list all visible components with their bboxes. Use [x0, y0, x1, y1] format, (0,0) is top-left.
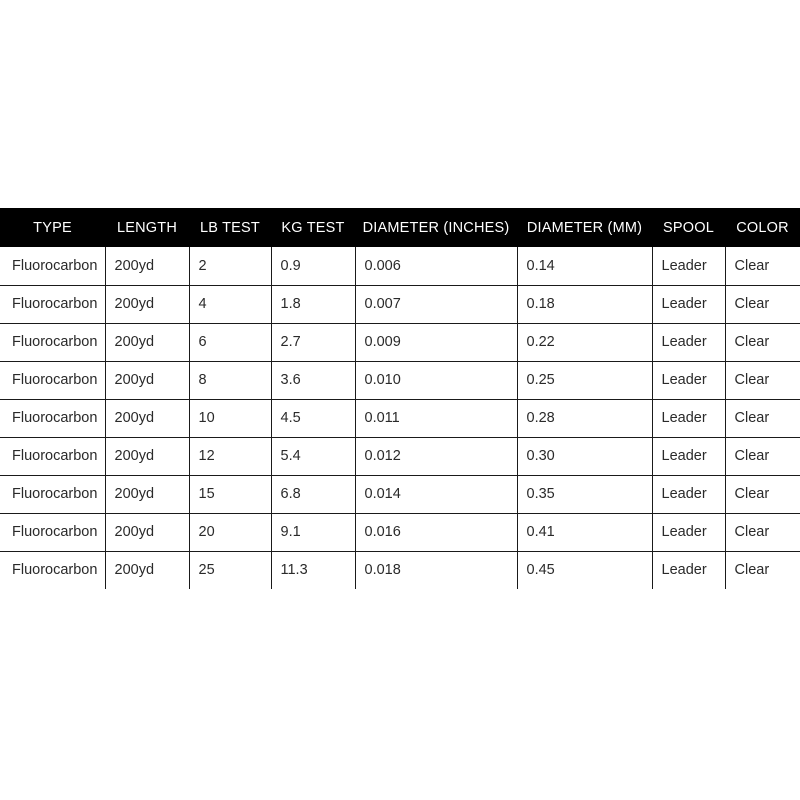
table-row — [0, 551, 800, 589]
table-row — [0, 399, 800, 437]
cell-spool: Leader — [652, 323, 725, 361]
cell-spool: Leader — [652, 247, 725, 285]
cell-length: 200yd — [105, 437, 189, 475]
cell-kg-test: 11.3 — [271, 551, 355, 589]
table-body — [0, 247, 800, 589]
cell-diameter-mm: 0.45 — [517, 551, 652, 589]
header-diameter-mm: DIAMETER (MM) — [526, 219, 643, 236]
cell-diameter-inches: 0.012 — [355, 437, 517, 475]
cell-diameter-inches: 0.009 — [355, 323, 517, 361]
header-color: COLOR — [736, 219, 789, 236]
cell-length: 200yd — [105, 323, 189, 361]
header-row — [0, 208, 800, 247]
cell-spool: Leader — [652, 475, 725, 513]
cell-lb-test: 12 — [189, 437, 271, 475]
cell-length: 200yd — [105, 513, 189, 551]
cell-type: Fluorocarbon — [0, 247, 105, 285]
cell-color: Clear — [725, 437, 800, 475]
header-kg-test: KG TEST — [281, 219, 345, 236]
cell-spool: Leader — [652, 551, 725, 589]
cell-lb-test: 4 — [189, 285, 271, 323]
cell-type: Fluorocarbon — [0, 437, 105, 475]
cell-color: Clear — [725, 247, 800, 285]
cell-kg-test: 5.4 — [271, 437, 355, 475]
cell-spool: Leader — [652, 361, 725, 399]
header-lb-test: LB TEST — [200, 219, 260, 236]
cell-diameter-mm: 0.41 — [517, 513, 652, 551]
table-row — [0, 475, 800, 513]
cell-lb-test: 6 — [189, 323, 271, 361]
cell-kg-test: 0.9 — [271, 247, 355, 285]
header-spool: SPOOL — [663, 219, 714, 236]
cell-diameter-inches: 0.006 — [355, 247, 517, 285]
cell-type: Fluorocarbon — [0, 361, 105, 399]
cell-lb-test: 10 — [189, 399, 271, 437]
cell-type: Fluorocarbon — [12, 562, 98, 579]
cell-kg-test: 1.8 — [271, 285, 355, 323]
cell-type: Fluorocarbon — [0, 399, 105, 437]
cell-lb-test: 2 — [189, 247, 271, 285]
cell-diameter-mm: 0.30 — [517, 437, 652, 475]
cell-color: Clear — [725, 475, 800, 513]
cell-diameter-mm: 0.35 — [517, 475, 652, 513]
cell-spool: Leader — [652, 285, 725, 323]
cell-color: Clear — [725, 551, 800, 589]
cell-length: 200yd — [105, 475, 189, 513]
cell-diameter-inches: 0.016 — [355, 513, 517, 551]
table-row — [0, 513, 800, 551]
cell-spool: Leader — [652, 437, 725, 475]
cell-type: Fluorocarbon — [0, 323, 105, 361]
cell-diameter-inches: 0.014 — [355, 475, 517, 513]
cell-lb-test: 8 — [189, 361, 271, 399]
cell-diameter-mm: 0.25 — [517, 361, 652, 399]
header-diameter-inches: DIAMETER (INCHES) — [362, 219, 510, 236]
table-row — [0, 361, 800, 399]
cell-type: Fluorocarbon — [0, 285, 105, 323]
cell-diameter-mm: 0.14 — [517, 247, 652, 285]
cell-kg-test: 2.7 — [271, 323, 355, 361]
cell-color: Clear — [725, 361, 800, 399]
cell-kg-test: 4.5 — [271, 399, 355, 437]
cell-lb-test: 15 — [189, 475, 271, 513]
cell-type: Fluorocarbon — [0, 513, 105, 551]
cell-diameter-inches: 0.007 — [355, 285, 517, 323]
cell-type: Fluorocarbon — [0, 475, 105, 513]
cell-spool: Leader — [652, 513, 725, 551]
cell-length: 200yd — [105, 399, 189, 437]
table-header — [0, 208, 800, 247]
cell-diameter-inches: 0.010 — [355, 361, 517, 399]
cell-lb-test: 20 — [189, 513, 271, 551]
header-length: LENGTH — [116, 219, 177, 236]
cell-length: 200yd — [105, 285, 189, 323]
cell-kg-test: 3.6 — [271, 361, 355, 399]
cell-diameter-inches: 0.011 — [355, 399, 517, 437]
cell-diameter-inches: 0.018 — [355, 551, 517, 589]
table-row — [0, 247, 800, 285]
cell-length: 200yd — [105, 551, 189, 589]
table-row — [0, 285, 800, 323]
cell-color: Clear — [725, 513, 800, 551]
cell-spool: Leader — [652, 399, 725, 437]
cell-kg-test: 6.8 — [271, 475, 355, 513]
header-type: TYPE — [33, 219, 72, 236]
cell-length: 200yd — [105, 361, 189, 399]
cell-lb-test: 25 — [189, 551, 271, 589]
cell-diameter-mm: 0.28 — [517, 399, 652, 437]
cell-color: Clear — [725, 399, 800, 437]
cell-color: Clear — [725, 323, 800, 361]
cell-diameter-mm: 0.22 — [517, 323, 652, 361]
cell-diameter-mm: 0.18 — [517, 285, 652, 323]
cell-color: Clear — [725, 285, 800, 323]
table-row — [0, 323, 800, 361]
cell-kg-test: 9.1 — [271, 513, 355, 551]
table-row — [0, 437, 800, 475]
cell-length: 200yd — [105, 247, 189, 285]
line-spec-table — [0, 208, 800, 589]
